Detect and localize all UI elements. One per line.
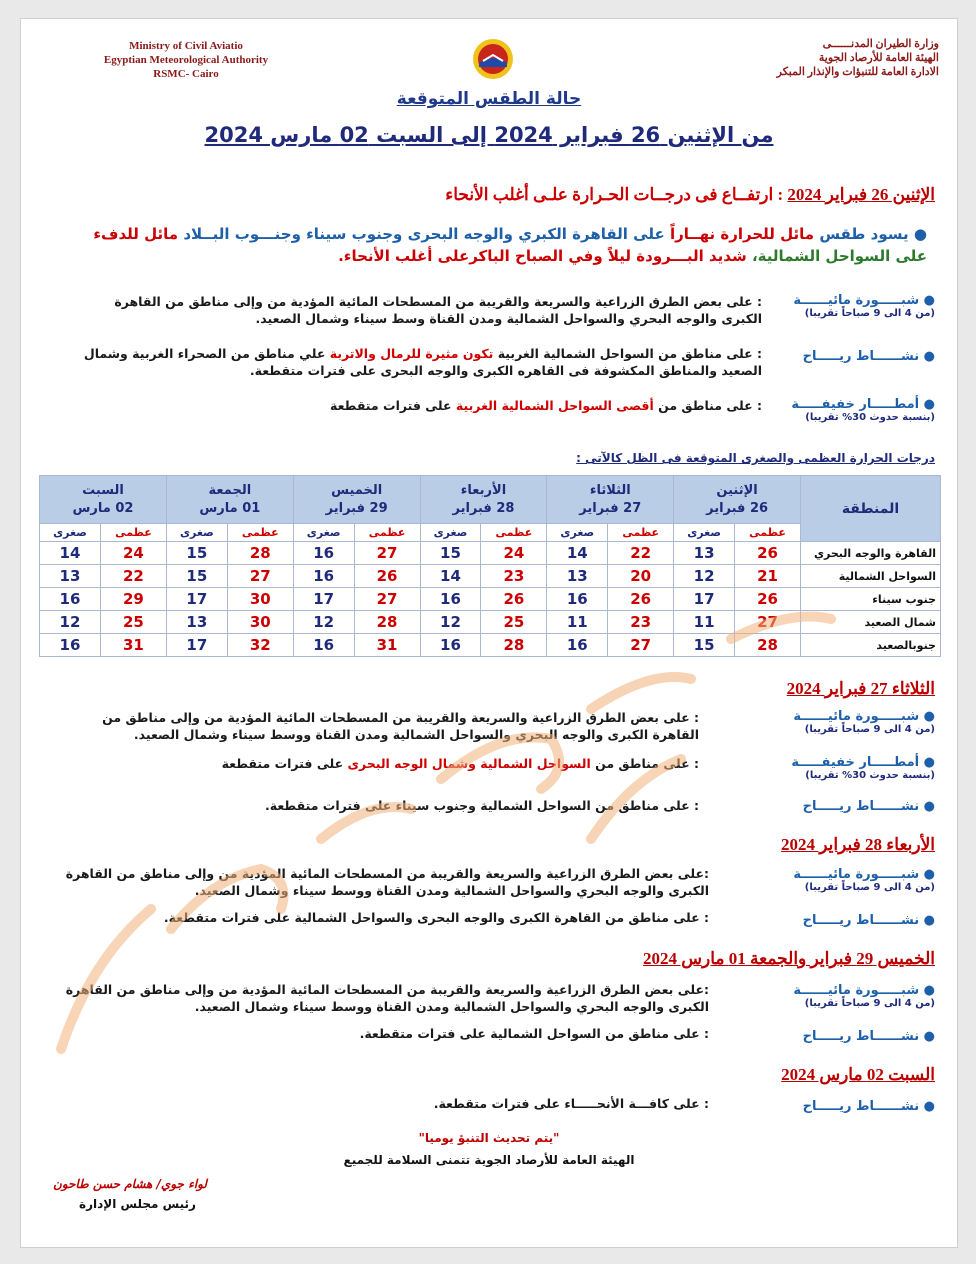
min-temp-cell: 16 (40, 634, 101, 657)
tue-wind-desc: : على مناطق من السواحل الشمالية وجنوب سيناء على فترات متقطعة. (265, 798, 699, 813)
max-temp-cell: 27 (354, 588, 420, 611)
max-temp-cell: 26 (735, 588, 801, 611)
min-label: صغرى (420, 524, 481, 542)
max-label: عظمى (608, 524, 674, 542)
region-cell: شمال الصعيد (801, 611, 941, 634)
max-temp-cell: 26 (481, 588, 547, 611)
bullet-icon: ● (913, 225, 927, 243)
min-label: صغرى (166, 524, 227, 542)
page-subtitle: من الإثنين 26 فبراير 2024 إلى السبت 02 مارس 2024 (204, 123, 774, 147)
min-temp-cell: 13 (547, 565, 608, 588)
max-temp-cell: 30 (227, 588, 293, 611)
rsmc-en: RSMC- Cairo (153, 68, 219, 80)
max-temp-cell: 29 (100, 588, 166, 611)
saturday-heading: السبت 02 مارس 2024 (781, 1065, 935, 1084)
max-temp-cell: 27 (227, 565, 293, 588)
max-temp-cell: 28 (735, 634, 801, 657)
summary-text-e: على السواحل الشمالية، (751, 247, 927, 265)
thu-wind-desc: : على مناطق من السواحل الشمالية على فترات متقطعة. (359, 1026, 709, 1041)
max-temp-cell: 27 (354, 542, 420, 565)
ministry-en: Ministry of Civil Aviatio (129, 40, 243, 52)
min-temp-cell: 17 (166, 634, 227, 657)
table-row (40, 542, 941, 565)
max-label: عظمى (100, 524, 166, 542)
min-temp-cell: 12 (293, 611, 354, 634)
authority-ar: الهيئة العامة للأرصاد الجوية (818, 52, 939, 64)
mon-wind-label: ● نشــــــاط ريـــــاح (802, 349, 935, 364)
page-title: حالة الطقس المتوقعة (396, 89, 582, 109)
min-temp-cell: 16 (293, 565, 354, 588)
tue-rain-desc: : على مناطق من السواحل الشمالية وشمال الوجه البحرى على فترات متقطعة (221, 756, 699, 771)
max-temp-cell: 27 (735, 611, 801, 634)
max-temp-cell: 24 (481, 542, 547, 565)
header-arabic (777, 37, 939, 79)
min-temp-cell: 15 (166, 565, 227, 588)
thu-fog-desc: :على بعض الطرق الزراعية والسريعة والقريبة من المسطحات المائية المؤدية من وإلى مناطق من القاهرة الكبرى والوجه البحري والسواحل الشمالية ومدن القناة ووسط سيناء وشمال الصعيد. (65, 982, 709, 1014)
max-temp-cell: 24 (100, 542, 166, 565)
wednesday-heading: الأربعاء 28 فبراير 2024 (781, 835, 935, 854)
signer-title: رئيس مجلس الإدارة (79, 1197, 196, 1211)
max-label: عظمى (481, 524, 547, 542)
region-cell: جنوبالصعيد (801, 634, 941, 657)
min-temp-cell: 14 (420, 565, 481, 588)
min-temp-cell: 16 (420, 588, 481, 611)
max-temp-cell: 30 (227, 611, 293, 634)
update-note: "يتم تحديث التنبؤ يوميا" (418, 1131, 560, 1145)
min-label: صغرى (674, 524, 735, 542)
region-cell: جنوب سيناء (801, 588, 941, 611)
max-label: عظمى (227, 524, 293, 542)
max-temp-cell: 27 (608, 634, 674, 657)
region-cell: القاهرة والوجه البحري (801, 542, 941, 565)
min-temp-cell: 17 (166, 588, 227, 611)
max-temp-cell: 23 (481, 565, 547, 588)
min-temp-cell: 16 (547, 588, 608, 611)
thu-fog-label: ● شبـــــورة مائيــــــة (من 4 الى 9 صباحاً تقريبا) (793, 983, 935, 1009)
monday-summary (67, 223, 927, 267)
max-temp-cell: 32 (227, 634, 293, 657)
monday-heading (55, 185, 935, 205)
tue-fog-desc: : على بعض الطرق الزراعية والسريعة والقريبة من المسطحات المائية المؤدية من وإلى مناطق من القاهرة الكبرى والوجه البحري والسواحل الشمالية ومدن القناة ووسط سيناء وشمال الصعيد. (102, 710, 699, 742)
min-temp-cell: 12 (674, 565, 735, 588)
min-temp-cell: 14 (40, 542, 101, 565)
max-temp-cell: 25 (100, 611, 166, 634)
min-temp-cell: 13 (40, 565, 101, 588)
min-temp-cell: 17 (293, 588, 354, 611)
min-label: صغرى (40, 524, 101, 542)
min-label: صغرى (547, 524, 608, 542)
region-header: المنطقة (801, 476, 941, 542)
tue-rain-label: ● أمطـــــار خفيفـــــة (بنسبة حدوث 30% تقريبا) (791, 755, 935, 781)
mon-wind-desc: : على مناطق من السواحل الشمالية الغربية تكون مثيرة للرمال والاتربة علي مناطق من الصحراء الغربية وشمال الصعيد والمناطق المكشوفة فى القاهره الكبرى والوجه البحرى على فترات متقطعة. (83, 346, 762, 378)
day-header: الثلاثاء 27 فبراير (547, 476, 674, 524)
header-english (81, 39, 291, 81)
monday-headline: : ارتفــاع فى درجــات الحـرارة علـى أغلب الأنحاء (445, 185, 784, 204)
mon-rain-label: ● أمطـــــار خفيفـــــة (بنسبة حدوث 30% تقريبا) (791, 397, 935, 423)
max-temp-cell: 23 (608, 611, 674, 634)
tuesday-heading: الثلاثاء 27 فبراير 2024 (786, 679, 935, 698)
day-header: السبت 02 مارس (40, 476, 167, 524)
tue-wind-label: ● نشــــــاط ريـــــاح (802, 799, 935, 814)
min-temp-cell: 11 (674, 611, 735, 634)
max-temp-cell: 26 (608, 588, 674, 611)
summary-text-a: يسود طقس (819, 225, 909, 243)
department-ar: الادارة العامة للتنبؤات والإنذار المبكر (776, 66, 939, 78)
max-label: عظمى (354, 524, 420, 542)
sat-wind-desc: : على كافـــة الأنحـــــاء على فترات متقطعة. (433, 1096, 709, 1111)
min-temp-cell: 17 (674, 588, 735, 611)
min-temp-cell: 11 (547, 611, 608, 634)
summary-text-f: شديد البـــرودة ليلاً وفي الصباح الباكرعلى أغلب الأنحاء. (338, 247, 747, 265)
max-temp-cell: 28 (227, 542, 293, 565)
min-temp-cell: 12 (40, 611, 101, 634)
thu-wind-label: ● نشــــــاط ريـــــاح (802, 1029, 935, 1044)
min-temp-cell: 13 (166, 611, 227, 634)
signer-name: لواء جوي/ هشام حسن طاحون (53, 1177, 207, 1191)
max-temp-cell: 31 (100, 634, 166, 657)
min-temp-cell: 13 (674, 542, 735, 565)
max-temp-cell: 20 (608, 565, 674, 588)
mon-fog-label: ● شبـــــورة مائيــــــة (من 4 الى 9 صباحاً تقريبا) (793, 293, 935, 319)
wed-fog-desc: :على بعض الطرق الزراعية والسريعة والقريبة من المسطحات المائية المؤدية من وإلى مناطق من القاهرة الكبرى والوجه البحري والسواحل الشمالية ومدن القناة ووسط سيناء وشمال الصعيد. (65, 866, 709, 898)
min-label: صغرى (293, 524, 354, 542)
summary-text-c: على القاهرة الكبري والوجه البحرى وجنوب سيناء وجنـــوب البــلاد (183, 225, 665, 243)
wed-fog-label: ● شبـــــورة مائيــــــة (من 4 الى 9 صباحاً تقريبا) (793, 867, 935, 893)
mon-fog-desc: : على بعض الطرق الزراعية والسريعة والقريبة من المسطحات المائية المؤدية من وإلى مناطق من القاهرة الكبرى والوجه البحري والسواحل الشمالية ومدن القناة وسط سيناء وشمال الصعيد. (114, 294, 762, 326)
max-temp-cell: 26 (735, 542, 801, 565)
ema-logo-icon (471, 37, 515, 81)
min-temp-cell: 16 (293, 542, 354, 565)
summary-text-d: مائل للدفء (93, 225, 179, 243)
tue-fog-label: ● شبـــــورة مائيــــــة (من 4 الى 9 صباحاً تقريبا) (793, 709, 935, 735)
authority-en: Egyptian Meteorological Authority (103, 54, 269, 66)
min-temp-cell: 15 (674, 634, 735, 657)
mon-rain-desc: : على مناطق من أقصى السواحل الشمالية الغربية على فترات متقطعة (330, 398, 762, 413)
sat-wind-label: ● نشــــــاط ريـــــاح (802, 1099, 935, 1114)
day-header: الخميس 29 فبراير (293, 476, 420, 524)
min-temp-cell: 15 (166, 542, 227, 565)
wed-wind-label: ● نشــــــاط ريـــــاح (802, 913, 935, 928)
ministry-ar: وزارة الطيران المدنــــــى (822, 38, 939, 50)
min-temp-cell: 16 (293, 634, 354, 657)
safety-wish: الهيئة العامة للأرصاد الجوية تتمنى السلامة للجميع (343, 1153, 635, 1167)
day-header: الأربعاء 28 فبراير (420, 476, 547, 524)
min-temp-cell: 16 (40, 588, 101, 611)
min-temp-cell: 14 (547, 542, 608, 565)
forecast-document (20, 18, 958, 1248)
temperature-table (39, 475, 941, 657)
max-temp-cell: 25 (481, 611, 547, 634)
max-temp-cell: 28 (354, 611, 420, 634)
table-row (40, 611, 941, 634)
table-row (40, 565, 941, 588)
table-row (40, 588, 941, 611)
max-label: عظمى (735, 524, 801, 542)
min-temp-cell: 12 (420, 611, 481, 634)
min-temp-cell: 16 (420, 634, 481, 657)
region-cell: السواحل الشمالية (801, 565, 941, 588)
table-title: درجات الحرارة العظمى والصغرى المتوقعة فى الظل كالآتى : (576, 451, 935, 465)
table-row (40, 634, 941, 657)
max-temp-cell: 26 (354, 565, 420, 588)
max-temp-cell: 22 (608, 542, 674, 565)
monday-date: الإثنين 26 فبراير 2024 (787, 185, 935, 204)
max-temp-cell: 31 (354, 634, 420, 657)
day-header: الجمعة 01 مارس (166, 476, 293, 524)
min-temp-cell: 15 (420, 542, 481, 565)
thu-fri-heading: الخميس 29 فبراير والجمعة 01 مارس 2024 (643, 949, 935, 968)
day-header: الإثنين 26 فبراير (674, 476, 801, 524)
wed-wind-desc: : على مناطق من القاهرة الكبرى والوجه البحرى والسواحل الشمالية على فترات متقطعة. (163, 910, 709, 925)
min-temp-cell: 16 (547, 634, 608, 657)
max-temp-cell: 21 (735, 565, 801, 588)
summary-text-b: مائل للحرارة نهــاراً (669, 225, 815, 243)
max-temp-cell: 22 (100, 565, 166, 588)
max-temp-cell: 28 (481, 634, 547, 657)
